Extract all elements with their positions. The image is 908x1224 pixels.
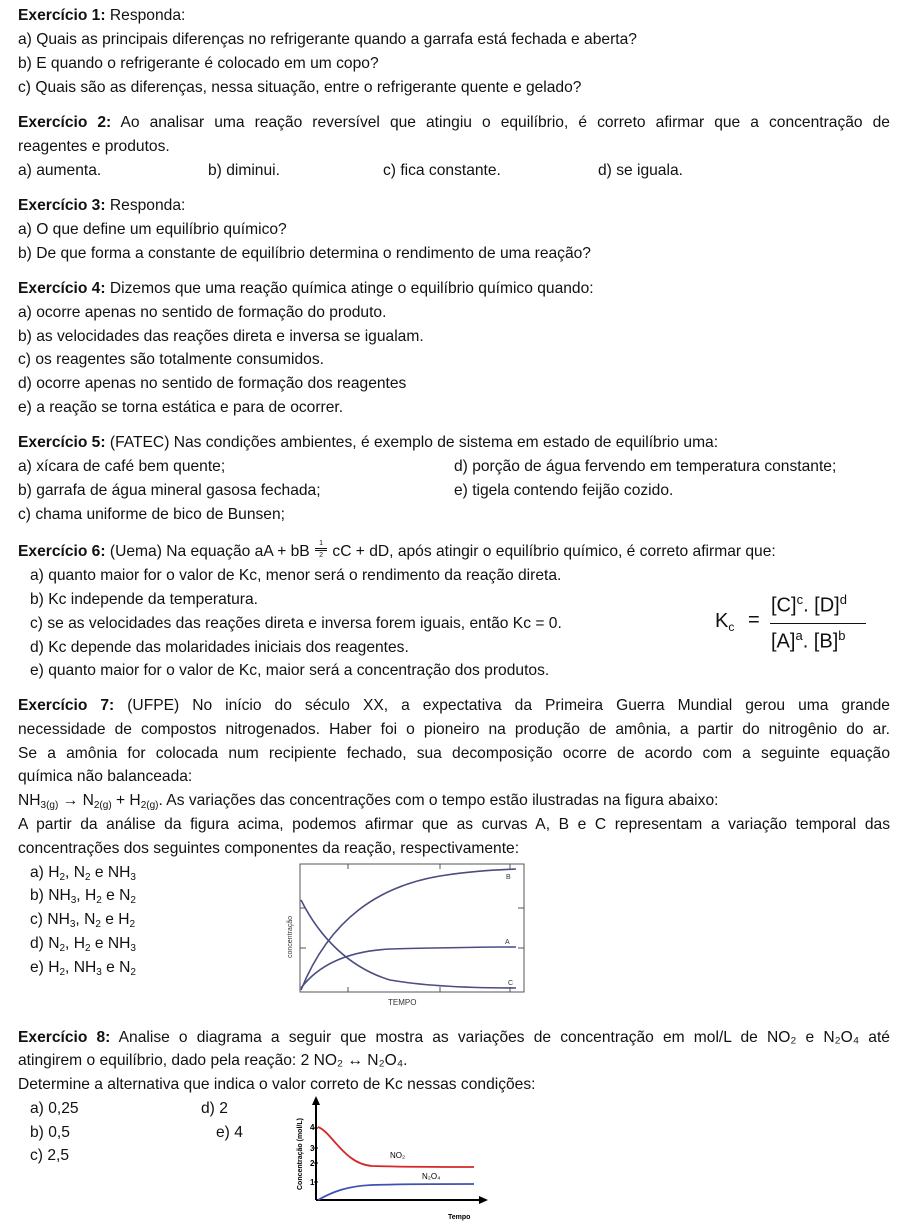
ex1-prompt: Responda: [109,7,186,24]
curve-c [301,900,516,988]
ex8-option-a: a) 0,25 [30,1100,79,1117]
ex4-header: Exercício 4: Dizemos que uma reação química atinge o equilíbrio químico quando: [18,280,594,297]
ex8-line2: atingirem o equilíbrio, dado pela reação: 2 NO₂ ↔ N₂O₄. [18,1052,408,1069]
curve-label-b: B [506,874,511,881]
ex7-line3: Se a amônia for colocada num recipiente fechado, sua decomposição ocorre de acordo com a seguinte equação [18,745,890,762]
ex2-option-a: a) aumenta. [18,162,102,179]
ex1-item-b: b) E quando o refrigerante é colocado em um copo? [18,55,379,72]
ex5-item-a: a) xícara de café bem quente; [18,458,226,475]
ex7-option-c: c) $NH_3$, $N_2$ e $H_2$ [30,911,136,930]
ex1-title: Exercício 1: [18,7,106,24]
ex7-option-d: d) $N_2$, $H_2$ e $NH_3$ [30,935,136,954]
ex5-header: Exercício 5: (FATEC) Nas condições ambientes, é exemplo de sistema em estado de equilíbrio uma: [18,434,719,451]
ex6-item-a: a) quanto maior for o valor de Kc, menor será o rendimento da reação direta. [30,567,562,584]
ex4-item-a: a) ocorre apenas no sentido de formação do produto. [18,304,387,321]
kc-numerator: $[C]^c$. $[D]^d$ [771,592,847,617]
ex2-option-d: d) se iguala. [598,162,683,179]
ex2-line1: Exercício 2: Ao analisar uma reação reversível que atingiu o equilíbrio, é correto afirmar que a concentração de [18,114,890,131]
ex7-concentration-graph [280,858,530,1010]
ex6-item-e: e) quanto maior for o valor de Kc, maior será a concentração dos produtos. [30,662,550,679]
ex7-line4: química não balanceada: [18,768,193,785]
ex8-xlabel: Tempo [448,1214,471,1221]
curve-a [301,947,516,988]
ex5-item-d: d) porção de água fervendo em temperatura constante; [454,458,837,475]
ex8-ylabel: Concentração (mol/L) [297,1118,304,1190]
ex6-item-c: c) se as velocidades das reações direta e inversa forem iguais, então Kc = 0. [30,615,562,632]
ex4-item-e: e) a reação se torna estática e para de ocorrer. [18,399,344,416]
n2o4-curve [318,1184,474,1200]
ex7-option-e: e) $H_2$, $NH_3$ e $N_2$ [30,959,136,978]
ytick-3: 3 [310,1144,315,1153]
ex4-item-c: c) os reagentes são totalmente consumidos. [18,351,324,368]
ex2-option-c: c) fica constante. [383,162,501,179]
ytick-1: 1 [310,1178,315,1187]
ex8-line1: Exercício 8: Analise o diagrama a seguir que mostra as variações de concentração em mol/L de NO₂ e N₂O₄ até [18,1029,890,1046]
ytick-2: 2 [310,1159,315,1168]
ex4-item-b: b) as velocidades das reações direta e inversa se igualam. [18,328,424,345]
no2-curve [318,1127,474,1167]
ex7-analysis2: concentrações dos seguintes componentes da reação, respectivamente: [18,840,520,857]
ex7-ylabel: concentração [287,915,294,958]
curve-label-a: A [505,939,510,946]
ex8-option-b: b) 0,5 [30,1124,70,1141]
ex1-header [18,6,185,26]
ex5-item-b: b) garrafa de água mineral gasosa fechada; [18,482,321,499]
kc-formula: $K_c$ = $[C]^c$. $[D]^d$ $[A]^a$. $[B]^b$ [715,592,885,654]
ex2-line2: reagentes e produtos. [18,138,170,155]
kc-denominator: $[A]^a$. $[B]^b$ [771,628,846,653]
ex8-line3: Determine a alternativa que indica o valor correto de Kc nessas condições: [18,1076,536,1093]
ex8-option-c: c) 2,5 [30,1147,69,1164]
ex3-item-a: a) O que define um equilíbrio químico? [18,221,287,238]
equilibrium-arrow: $\frac{1}{2}$ [314,542,328,558]
ex8-concentration-graph [282,1094,492,1222]
ex7-option-b: b) $NH_3$, $H_2$ e $N_2$ [30,887,136,906]
ex8-option-d: d) 2 [201,1100,228,1117]
ex8-option-e: e) 4 [216,1124,243,1141]
ex7-line1: Exercício 7: (UFPE) No início do século XX, a expectativa da Primeira Guerra Mundial gerou uma grande [18,697,890,714]
ex5-item-e: e) tigela contendo feijão cozido. [454,482,674,499]
ex1-item-c: c) Quais são as diferenças, nessa situação, entre o refrigerante quente e gelado? [18,79,582,96]
ex3-header: Exercício 3: Responda: [18,197,186,214]
ex7-equation: $NH_{3(g)} \to N_{2(g)} + H_{2(g)}$. As variações das concentrações com o tempo estão ilustradas na figura abaixo: [18,792,719,811]
ex1-item-a: a) Quais as principais diferenças no refrigerante quando a garrafa está fechada e aberta? [18,31,637,48]
curve-b [301,869,516,990]
ex4-item-d: d) ocorre apenas no sentido de formação dos reagentes [18,375,407,392]
ex2-option-b: b) diminui. [208,162,280,179]
ex7-xlabel: TEMPO [388,998,417,1007]
n2o4-label: N₂O₄ [422,1172,441,1181]
ex7-line2: necessidade de compostos nitrogenados. Haber foi o pioneiro na produção de amônia, a partir do nitrogênio do ar. [18,721,890,738]
ex6-item-d: d) Kc depende das molaridades iniciais dos reagentes. [30,639,409,656]
ex6-item-b: b) Kc independe da temperatura. [30,591,258,608]
curve-label-c: C [508,980,514,987]
ex7-option-a: a) $H_2$, $N_2$ e $NH_3$ [30,864,136,883]
ytick-4: 4 [310,1123,315,1132]
no2-label: NO₂ [390,1151,406,1160]
ex2-title: Exercício 2: [18,114,112,131]
ex6-header: Exercício 6: (Uema) Na equação aA + bB $\frac{1}{2}$ cC + dD, após atingir o equilíbrio químico, é correto afirmar que: [18,540,776,560]
ex7-analysis1: A partir da análise da figura acima, podemos afirmar que as curvas A, B e C representam a variação temporal das [18,816,890,833]
ex3-item-b: b) De que forma a constante de equilíbrio determina o rendimento de uma reação? [18,245,591,262]
ex5-item-c: c) chama uniforme de bico de Bunsen; [18,506,285,523]
